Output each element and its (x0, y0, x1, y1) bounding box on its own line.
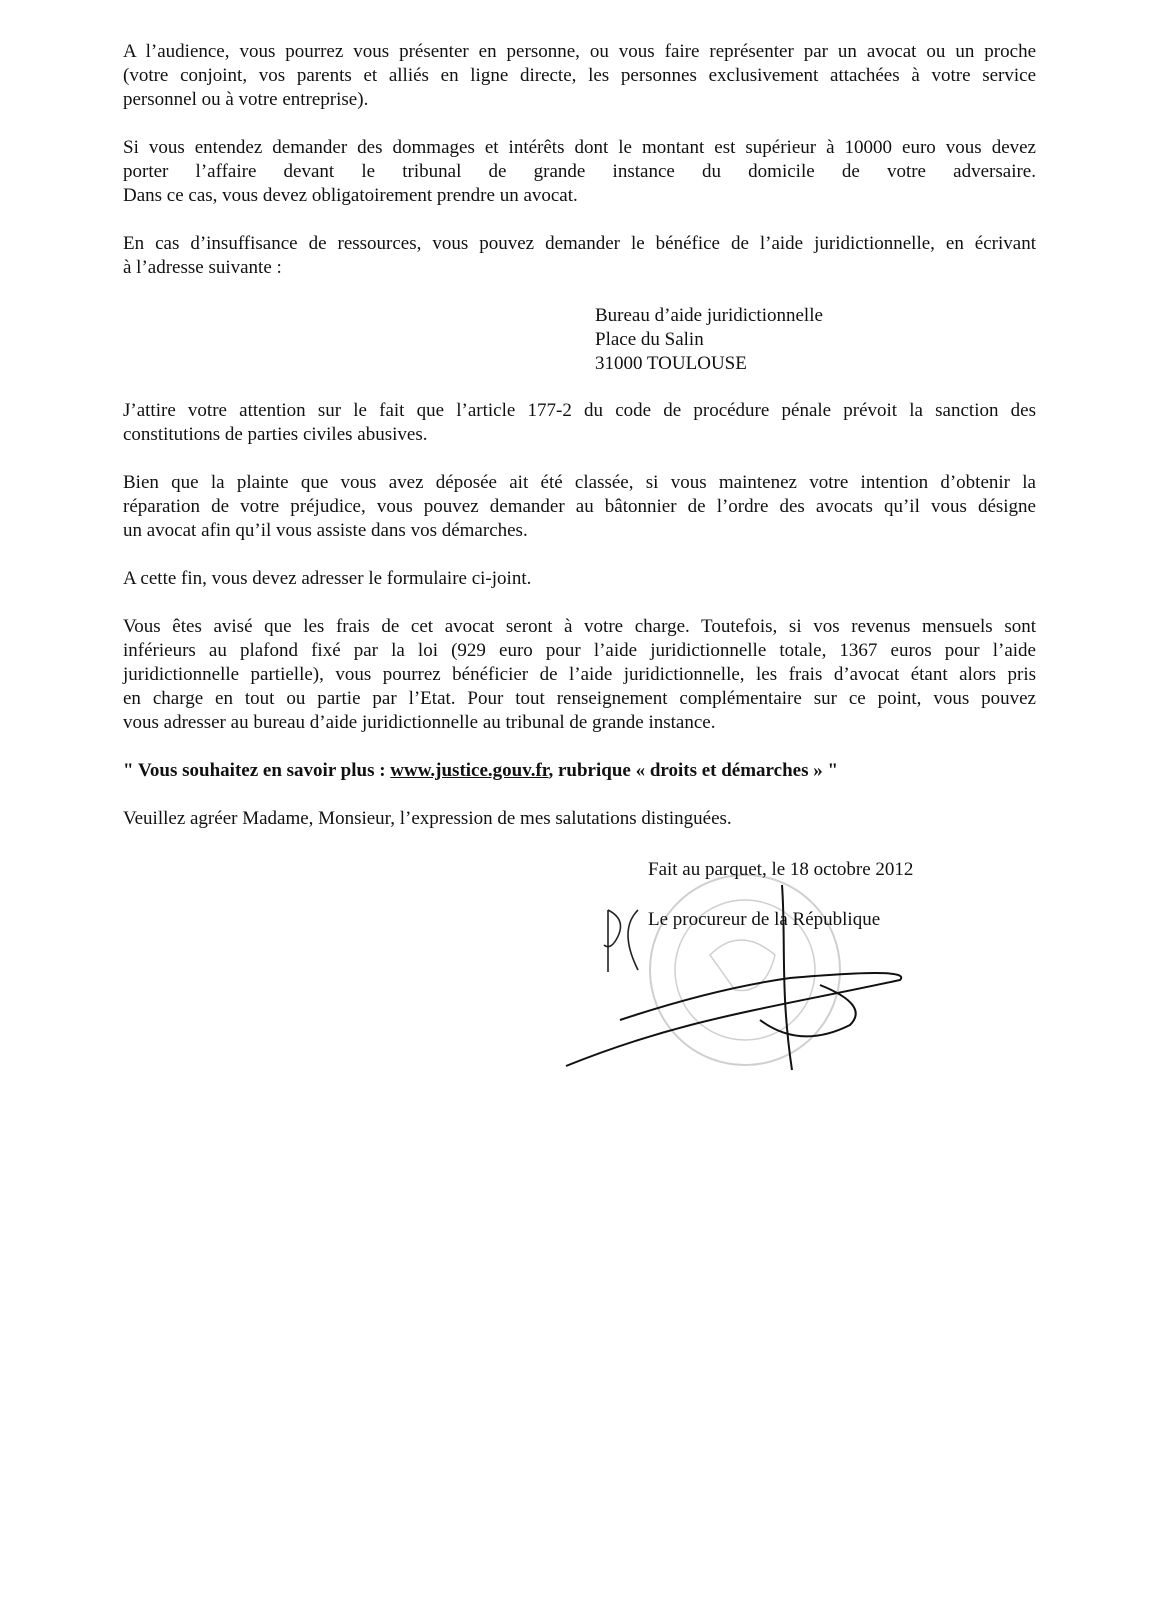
stamp-and-signature (560, 860, 920, 1090)
text-line: personnel ou à votre entreprise). (123, 89, 369, 110)
address-line: Place du Salin (595, 329, 704, 350)
text-line: juridictionnelle partielle), vous pourrez bénéficier de l’aide juridictionnelle, les frais d’avocat étant alors pris (123, 664, 1036, 685)
place-date: Fait au parquet, le 18 octobre 2012 (648, 859, 914, 880)
text-line: Dans ce cas, vous devez obligatoirement prendre un avocat. (123, 185, 578, 206)
text-line: En cas d’insuffisance de ressources, vous pouvez demander le bénéfice de l’aide juridictionnelle, en écrivant (123, 233, 1036, 254)
paragraph-closing (123, 807, 1036, 831)
initials-mark (604, 910, 638, 972)
address-block (595, 304, 823, 376)
text-line: à l’adresse suivante : (123, 257, 282, 278)
info-suffix: , rubrique « droits et démarches » " (548, 760, 839, 781)
paragraph-damages (123, 136, 1036, 208)
paragraph-hearing (123, 40, 1036, 112)
info-prefix: " Vous souhaitez en savoir plus : (123, 760, 391, 781)
address-line: 31000 TOULOUSE (595, 353, 747, 374)
text-line: J’attire votre attention sur le fait que l’article 177-2 du code de procédure pénale prévoit la sanction des (123, 400, 1036, 421)
text-line: réparation de votre préjudice, vous pouvez demander au bâtonnier de l’ordre des avocats qu’il vous désigne (123, 496, 1036, 517)
text-line: vous adresser au bureau d’aide juridictionnelle au tribunal de grande instance. (123, 712, 716, 733)
text-line: Veuillez agréer Madame, Monsieur, l’expression de mes salutations distinguées. (123, 808, 732, 829)
paragraph-legal-aid (123, 232, 1036, 280)
text-line: porter l’affaire devant le tribunal de grande instance du domicile de votre adversaire. (123, 161, 1036, 182)
paragraph-article (123, 399, 1036, 447)
text-line: inférieurs au plafond fixé par la loi (929 euro pour l’aide juridictionnelle totale, 1367 euros pour l’aide (123, 640, 1036, 661)
text-line: A cette fin, vous devez adresser le formulaire ci-joint. (123, 568, 532, 589)
text-line: Vous êtes avisé que les frais de cet avocat seront à votre charge. Toutefois, si vos revenus mensuels sont (123, 616, 1036, 637)
info-line (123, 759, 1036, 783)
text-line: (votre conjoint, vos parents et alliés en ligne directe, les personnes exclusivement attachées à votre service (123, 65, 1036, 86)
paragraph-complaint (123, 471, 1036, 543)
justice-link[interactable]: www.justice.gouv.fr (390, 760, 549, 781)
paragraph-form (123, 567, 1036, 591)
text-line: en charge en tout ou partie par l’Etat. Pour tout renseignement complémentaire sur ce point, vous pouvez (123, 688, 1036, 709)
text-line: un avocat afin qu’il vous assiste dans vos démarches. (123, 520, 528, 541)
signatory-title: Le procureur de la République (648, 909, 881, 930)
address-line: Bureau d’aide juridictionnelle (595, 305, 823, 326)
paragraph-fees (123, 615, 1036, 735)
text-line: Bien que la plainte que vous avez déposée ait été classée, si vous maintenez votre intention d’obtenir la (123, 472, 1036, 493)
text-line: Si vous entendez demander des dommages et intérêts dont le montant est supérieur à 10000 euro vous devez (123, 137, 1036, 158)
text-line: A l’audience, vous pourrez vous présenter en personne, ou vous faire représenter par un avocat ou un proche (123, 41, 1036, 62)
text-line: constitutions de parties civiles abusives. (123, 424, 428, 445)
